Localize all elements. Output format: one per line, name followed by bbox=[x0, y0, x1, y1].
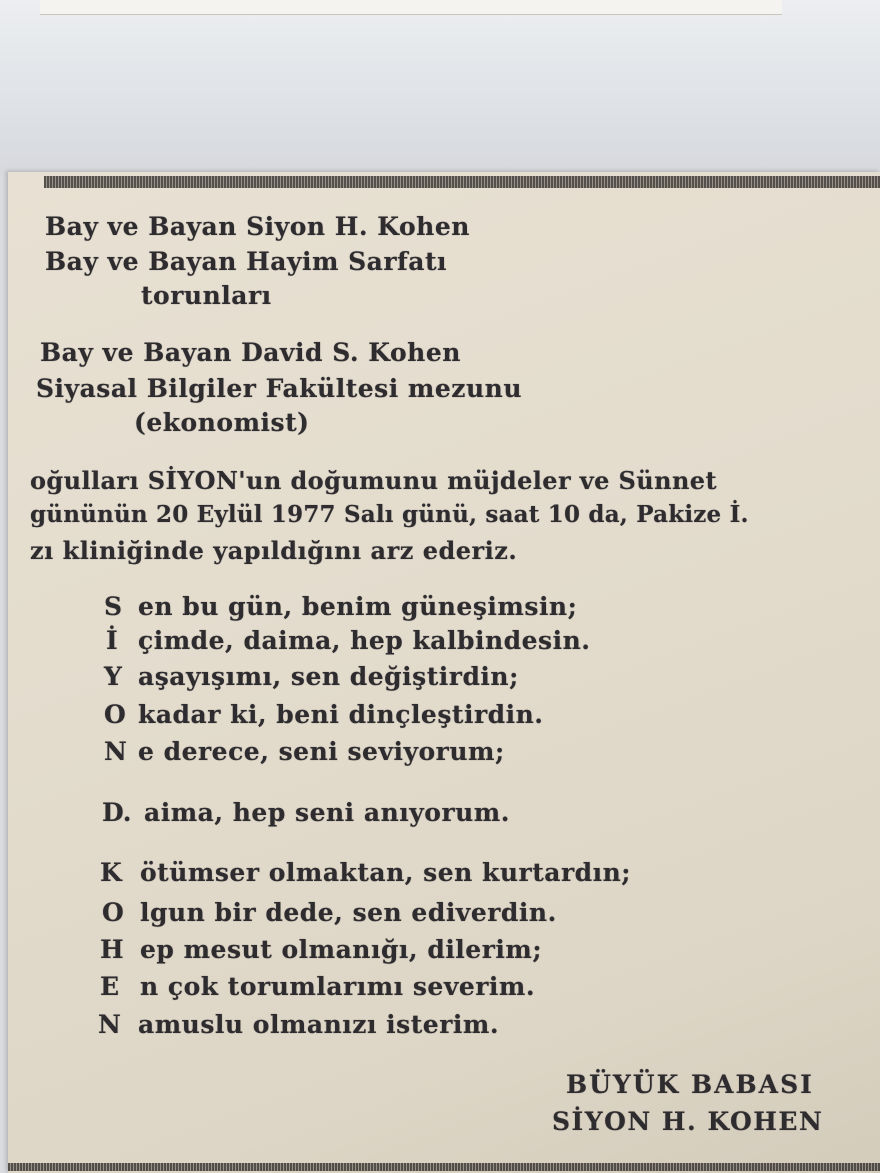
poem-initial: Y bbox=[104, 662, 122, 691]
poem-initial: H bbox=[100, 935, 124, 964]
announcement-line-1: oğulları SİYON'un doğumunu müjdeler ve Sünnet bbox=[30, 466, 717, 495]
poem-initial: O bbox=[104, 700, 126, 729]
poem-line: e derece, seni seviyorum; bbox=[138, 737, 505, 766]
poem-line: ep mesut olmanığı, dilerim; bbox=[140, 935, 543, 964]
signature-line-2: SİYON H. KOHEN bbox=[552, 1107, 824, 1136]
poem-initial: S bbox=[104, 592, 123, 621]
poem-line: kadar ki, beni dinçleştirdin. bbox=[138, 700, 544, 729]
poem-line: çimde, daima, hep kalbindesin. bbox=[138, 626, 591, 655]
newspaper-clipping bbox=[8, 172, 880, 1173]
poem-initial: E bbox=[100, 972, 120, 1001]
parents-line-1: Bay ve Bayan David S. Kohen bbox=[40, 338, 461, 367]
poem-line: n çok torumlarımı severim. bbox=[140, 972, 536, 1001]
poem-line: amuslu olmanızı isterim. bbox=[138, 1010, 500, 1039]
poem-line: en bu gün, benim güneşimsin; bbox=[138, 592, 578, 621]
grandparents-line-2: Bay ve Bayan Hayim Sarfatı bbox=[45, 247, 448, 276]
top-border-rule bbox=[44, 176, 880, 188]
announcement-line-3: zı kliniğinde yapıldığını arz ederiz. bbox=[30, 536, 518, 565]
poem-line: lgun bir dede, sen ediverdin. bbox=[140, 898, 557, 927]
poem-line: ötümser olmaktan, sen kurtardın; bbox=[140, 858, 632, 887]
poem-initial: D. bbox=[102, 798, 132, 827]
grandparents-line-1: Bay ve Bayan Siyon H. Kohen bbox=[45, 212, 470, 241]
poem-line: aima, hep seni anıyorum. bbox=[144, 798, 510, 827]
poem-initial: N bbox=[104, 737, 127, 766]
bottom-border-rule bbox=[8, 1163, 880, 1171]
poem-line: aşayışımı, sen değiştirdin; bbox=[138, 662, 519, 691]
poem-initial: O bbox=[102, 898, 124, 927]
poem-initial: N bbox=[98, 1010, 121, 1039]
parents-line-2: Siyasal Bilgiler Fakültesi mezunu bbox=[36, 374, 523, 403]
top-paper-edge bbox=[40, 0, 782, 15]
poem-initial: K bbox=[100, 858, 122, 887]
poem-initial: İ bbox=[106, 626, 118, 655]
announcement-line-2: gününün 20 Eylül 1977 Salı günü, saat 10 da, Pakize İ. bbox=[30, 501, 749, 528]
background-surface bbox=[0, 0, 880, 175]
signature-line-1: BÜYÜK BABASI bbox=[566, 1070, 814, 1099]
grandparents-line-3: torunları bbox=[141, 281, 272, 310]
parents-line-3: (ekonomist) bbox=[134, 408, 310, 437]
